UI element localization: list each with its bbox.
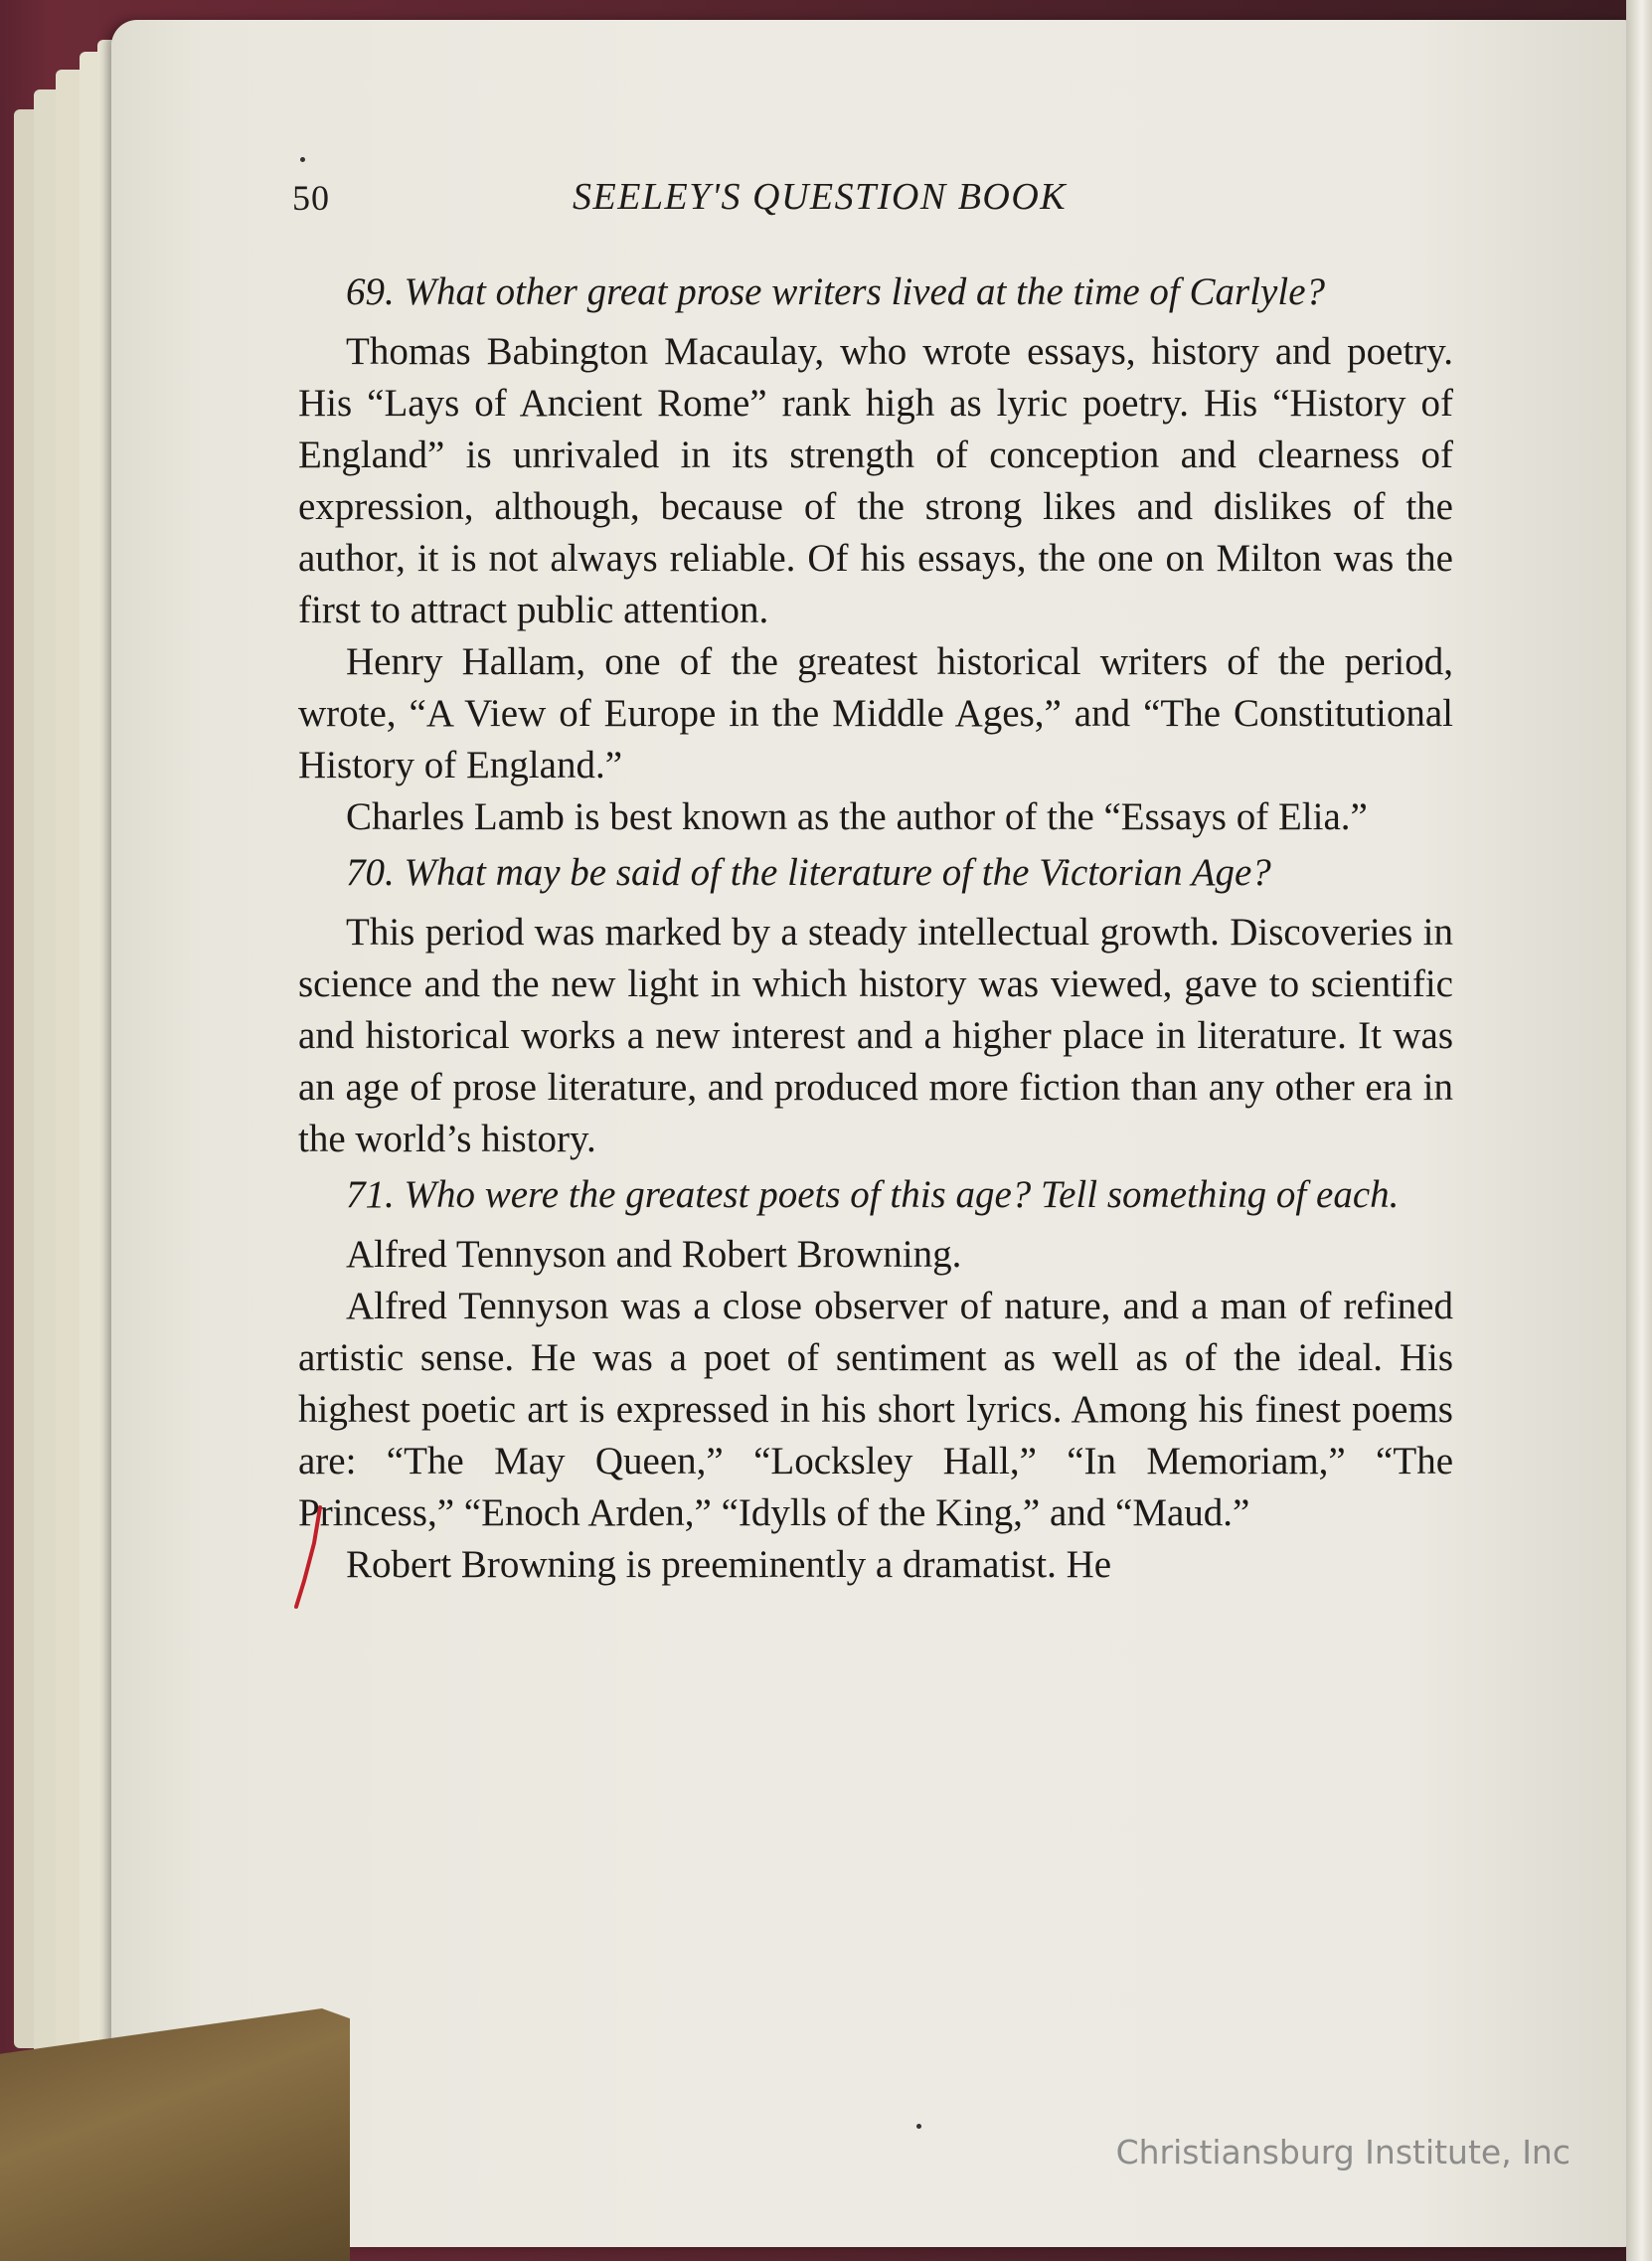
answer-paragraph: Charles Lamb is best known as the author of the “Essays of Elia.” xyxy=(346,795,1368,838)
ink-speck xyxy=(300,157,305,162)
answer-paragraph: This period was marked by a steady intellectual growth. Discoveries in science and the new light in which history was viewed, gave to scientific and historical works a new interest and a higher place in literature. It was an age of prose literature, and produced more fiction than any other era in the world’s history. xyxy=(298,911,1453,1160)
question-69: 69. What other great prose writers lived at the time of Carlyle? xyxy=(346,270,1325,313)
answer-paragraph: Thomas Babington Macaulay, who wrote essays, history and poetry. His “Lays of Ancient Rome” rank high as lyric poetry. His “History of England” is unrivaled in its strength of conception and clearness of expression, although, because of the strong likes and dislikes of the author, it is not always reliable. Of his essays, the one on Milton was the first to attract public attention. xyxy=(298,330,1453,631)
answer-paragraph: Alfred Tennyson was a close observer of nature, and a man of refined artistic sense. He was a poet of sentiment as well as of the ideal. His highest poetic art is expressed in his short lyrics. Among his finest poems are: “The May Queen,” “Locksley Hall,” “In Memoriam,” “The Princess,” “Enoch Arden,” “Idylls of the King,” and “Maud.” xyxy=(298,1285,1453,1534)
ink-speck xyxy=(916,2124,921,2129)
question-70: 70. What may be said of the literature of the Victorian Age? xyxy=(346,851,1271,894)
question-71: 71. Who were the greatest poets of this age? Tell something of each. xyxy=(346,1173,1400,1216)
page-number: 50 xyxy=(292,178,330,218)
answer-paragraph: Alfred Tennyson and Robert Browning. xyxy=(346,1233,962,1276)
answer-paragraph: Henry Hallam, one of the greatest historical writers of the period, wrote, “A View of Europe in the Middle Ages,” and “The Constitutional History of England.” xyxy=(298,640,1453,786)
page-gutter xyxy=(1626,0,1652,2261)
answer-paragraph: Robert Browning is preeminently a dramatist. He xyxy=(346,1543,1112,1586)
watermark: Christiansburg Institute, Inc xyxy=(1115,2133,1570,2172)
running-title: SEELEY'S QUESTION BOOK xyxy=(573,176,1068,218)
body-text xyxy=(298,262,1453,1591)
red-pencil-mark xyxy=(290,1503,330,1613)
